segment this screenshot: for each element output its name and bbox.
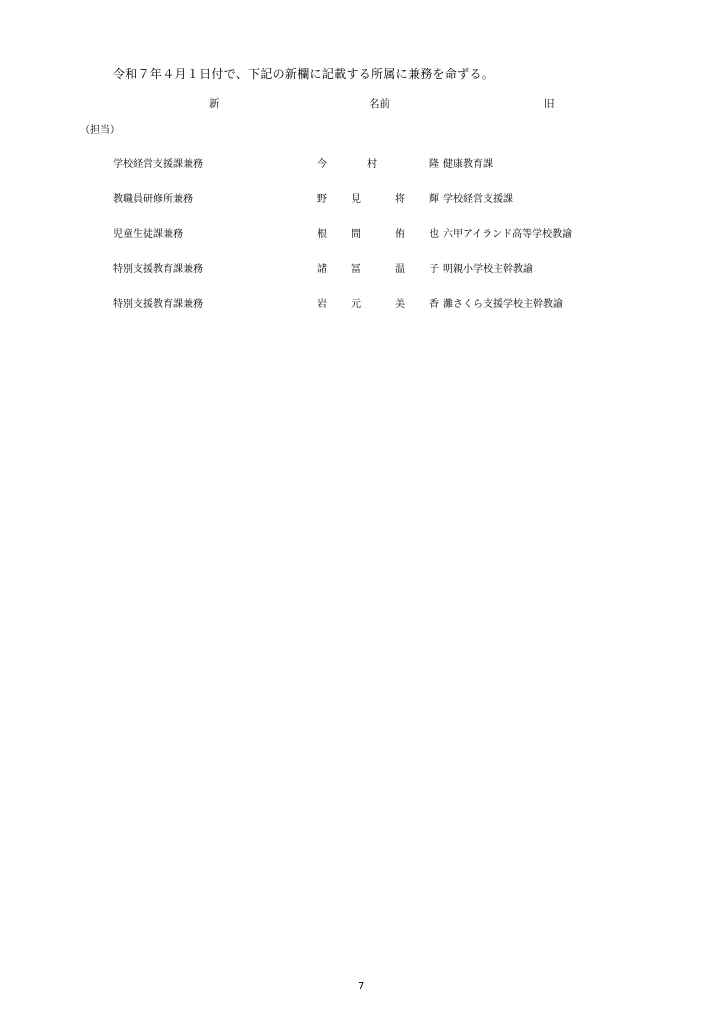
row-new-assignment: 特別支援教育課兼務 (113, 299, 203, 310)
row-name-char: 香 (429, 299, 439, 310)
header-new: 新 (209, 98, 220, 110)
row-name-char: 美 (395, 299, 405, 310)
row-name-char: 今 (317, 159, 327, 170)
row-new-assignment: 学校経営支援課兼務 (113, 159, 203, 170)
row-name-char: 隆 (429, 159, 439, 170)
row-old-position: 明親小学校主幹教諭 (443, 264, 533, 275)
row-new-assignment: 児童生徒課兼務 (113, 229, 183, 240)
row-name-char: 子 (429, 264, 439, 275)
section-label: （担当） (80, 125, 120, 136)
row-name-char: 見 (351, 194, 361, 205)
row-name-char: 根 (317, 229, 327, 240)
row-old-position: 灘さくら支援学校主幹教諭 (443, 299, 563, 310)
row-name-char: 将 (395, 194, 405, 205)
header-name: 名前 (369, 98, 390, 110)
row-new-assignment: 教職員研修所兼務 (113, 194, 193, 205)
row-name-char: 温 (395, 264, 405, 275)
row-name-char: 村 (367, 159, 377, 170)
row-name-char: 元 (351, 299, 361, 310)
row-name-char: 岩 (317, 299, 327, 310)
row-old-position: 健康教育課 (443, 159, 493, 170)
row-name-char: 諸 (317, 264, 327, 275)
header-old: 旧 (544, 98, 555, 110)
row-name-char: 間 (351, 229, 361, 240)
row-old-position: 六甲アイランド高等学校教諭 (443, 229, 573, 240)
row-name-char: 輝 (429, 194, 439, 205)
row-name-char: 侑 (395, 229, 405, 240)
intro-text: 令和７年４月１日付で、下記の新欄に記載する所属に兼務を命ずる。 (113, 67, 495, 81)
page-number: 7 (358, 981, 365, 992)
row-name-char: 冨 (351, 264, 361, 275)
row-name-char: 也 (429, 229, 439, 240)
row-new-assignment: 特別支援教育課兼務 (113, 264, 203, 275)
row-name-char: 野 (317, 194, 327, 205)
row-old-position: 学校経営支援課 (443, 194, 513, 205)
